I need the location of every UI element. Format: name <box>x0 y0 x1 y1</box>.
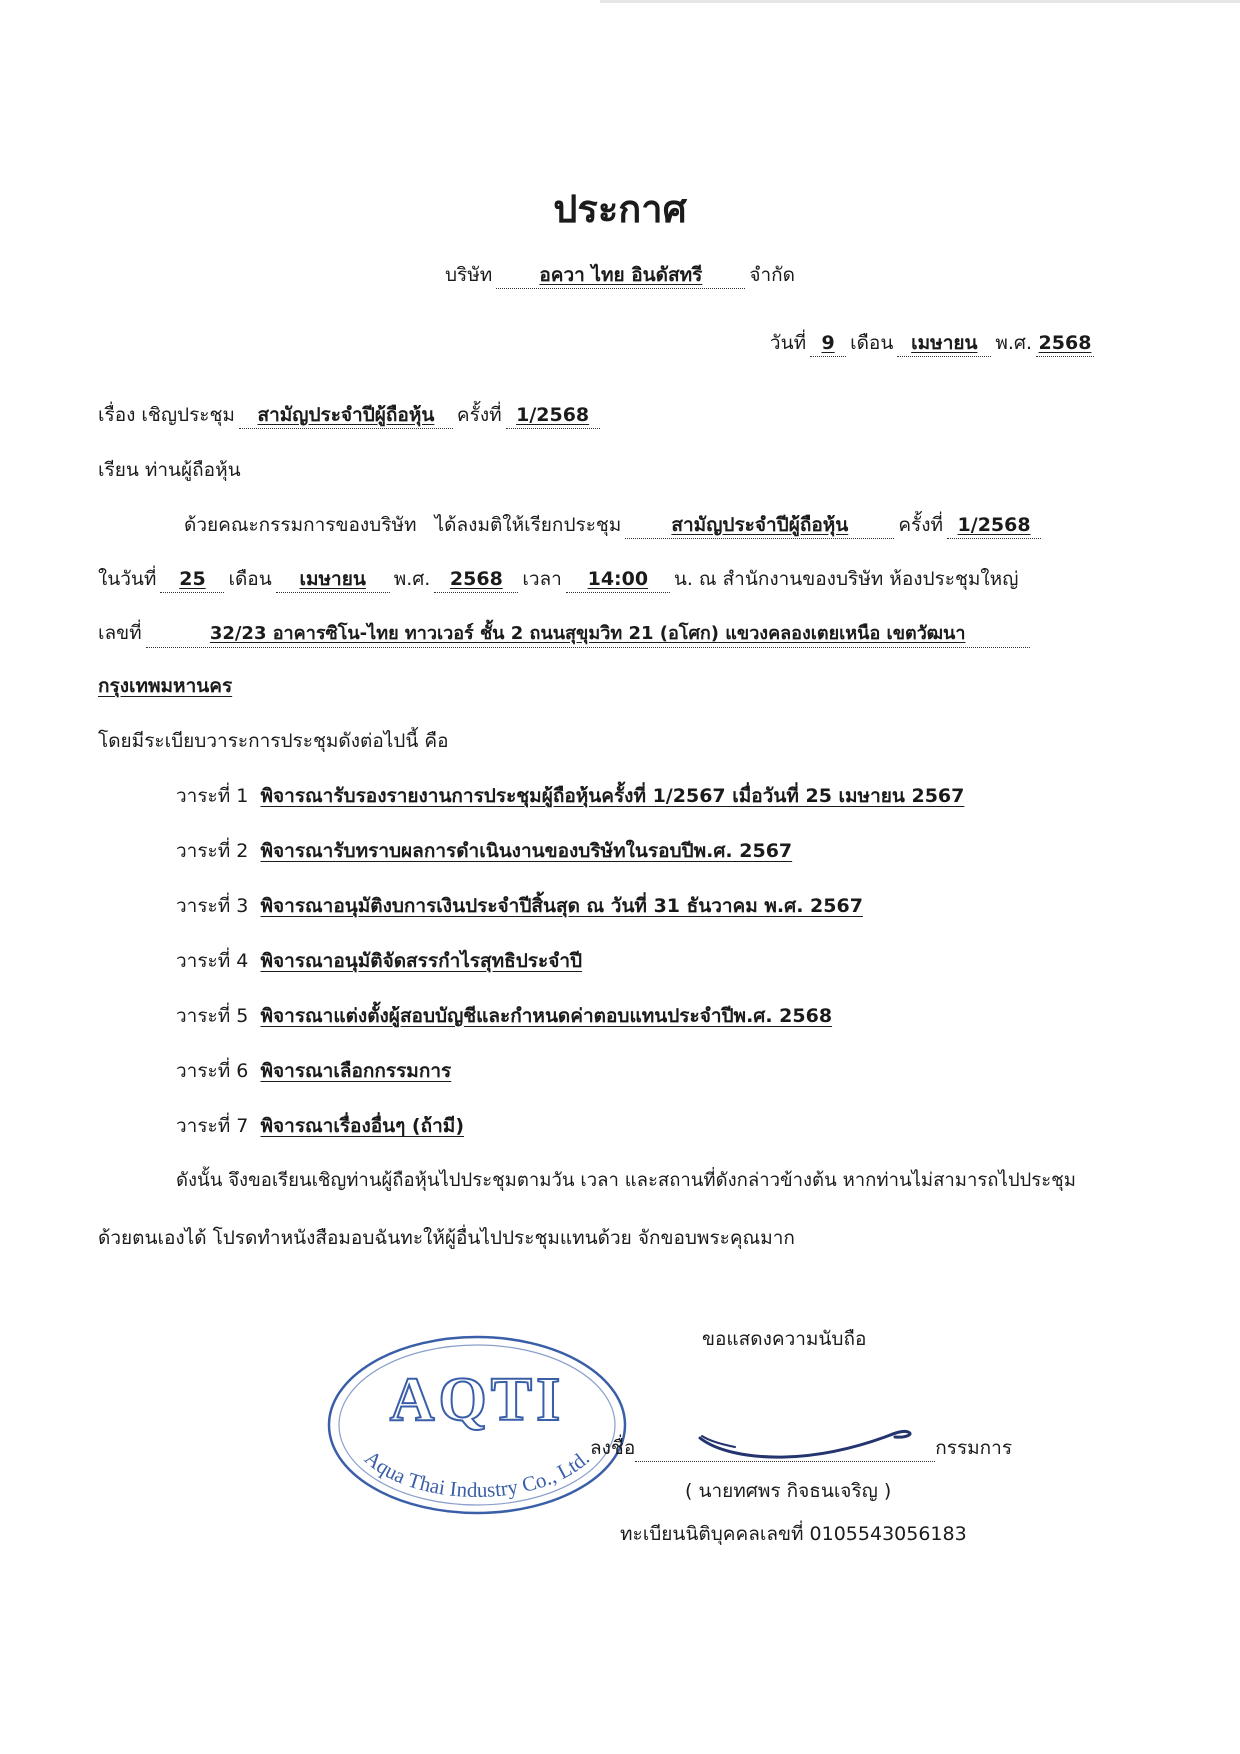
agenda-item-3 <box>176 893 863 919</box>
date-year-label: พ.ศ. <box>995 332 1032 354</box>
body-time-label: เวลา <box>522 568 562 590</box>
company-suffix: จำกัด <box>749 264 795 286</box>
agenda-text: พิจารณาอนุมัติจัดสรรกำไรสุทธิประจำปี <box>260 950 583 972</box>
agenda-item-1 <box>176 783 964 809</box>
closing-line-2: ด้วยตนเองได้ โปรดทำหนังสือมอบฉันทะให้ผู้อื่นไปประชุมแทนด้วย จักขอบพระคุณมาก <box>98 1227 795 1249</box>
body-day: 25 <box>160 566 224 593</box>
company-line <box>0 262 1240 289</box>
sign-label: ลงชื่อ <box>590 1437 636 1459</box>
subject-no-label: ครั้งที่ <box>456 404 502 426</box>
agenda-item-2 <box>176 838 792 864</box>
body-no: 1/2568 <box>947 512 1041 539</box>
agenda-text: พิจารณาเลือกกรรมการ <box>260 1060 452 1082</box>
agenda-label: วาระที่ 4 <box>176 950 249 972</box>
body-line-1 <box>184 512 1045 539</box>
agenda-label: วาระที่ 7 <box>176 1115 249 1137</box>
agenda-item-4 <box>176 948 582 974</box>
date-month: เมษายน <box>897 330 991 357</box>
subject-label: เรื่อง เชิญประชุม <box>98 404 235 426</box>
company-prefix: บริษัท <box>445 264 493 286</box>
stamp-ring-text: Aqua Thai Industry Co., Ltd. <box>360 1445 595 1503</box>
registration-number: ทะเบียนนิติบุคคลเลขที่ 0105543056183 <box>620 1523 967 1545</box>
date-day-label: วันที่ <box>769 332 807 354</box>
body-meeting: สามัญประจำปีผู้ถือหุ้น <box>625 512 894 539</box>
body-day-label: ในวันที่ <box>98 568 157 590</box>
body-year-label: พ.ศ. <box>393 568 431 590</box>
body-year: 2568 <box>434 566 518 593</box>
agenda-text: พิจารณารับรองรายงานการประชุมผู้ถือหุ้นครั้งที่ 1/2567 เมื่อวันที่ 25 เมษายน 2567 <box>260 785 965 807</box>
agenda-item-7 <box>176 1113 464 1139</box>
agenda-label: วาระที่ 2 <box>176 840 249 862</box>
body-time: 14:00 <box>566 566 670 593</box>
body-address-label: เลขที่ <box>98 622 142 644</box>
sign-role: กรรมการ <box>935 1437 1013 1459</box>
body-month-label: เดือน <box>228 568 272 590</box>
body-line-2 <box>98 566 1018 593</box>
date-year: 2568 <box>1036 330 1094 357</box>
subject-no: 1/2568 <box>506 402 600 429</box>
agenda-text: พิจารณาอนุมัติงบการเงินประจำปีสิ้นสุด ณ วันที่ 31 ธันวาคม พ.ศ. 2567 <box>260 895 863 917</box>
body-month: เมษายน <box>276 566 390 593</box>
subject-meeting: สามัญประจำปีผู้ถือหุ้น <box>239 402 453 429</box>
closing-line-1: ดังนั้น จึงขอเรียนเชิญท่านผู้ถือหุ้นไปประชุมตามวัน เวลา และสถานที่ดังกล่าวข้างต้น หากท่านไม่สามารถไปประชุม <box>176 1170 1076 1191</box>
subject-line <box>98 402 604 429</box>
body-venue: น. ณ สำนักงานของบริษัท ห้องประชุมใหญ่ <box>673 568 1019 590</box>
page-title: ประกาศ <box>553 187 687 231</box>
body-address-city: กรุงเทพมหานคร <box>98 675 233 697</box>
body-board-text: ด้วยคณะกรรมการของบริษัท <box>184 514 417 536</box>
agenda-item-6 <box>176 1058 451 1084</box>
agenda-label: วาระที่ 6 <box>176 1060 249 1082</box>
signer-name: ( นายทศพร กิจธนเจริญ ) <box>685 1480 892 1502</box>
handwritten-signature <box>690 1410 925 1470</box>
agenda-item-5 <box>176 1003 832 1029</box>
body-no-label: ครั้งที่ <box>898 514 944 536</box>
body-address: 32/23 อาคารซิโน-ไทย ทาวเวอร์ ชั้น 2 ถนนสุขุมวิท 21 (อโศก) แขวงคลองเตยเหนือ เขตวัฒนา <box>146 621 1030 648</box>
agenda-text: พิจารณาแต่งตั้งผู้สอบบัญชีและกำหนดค่าตอบแทนประจำปีพ.ศ. 2568 <box>260 1005 833 1027</box>
stamp-logo-text: AQTI <box>389 1366 565 1434</box>
date-line <box>770 330 1098 357</box>
date-day: 9 <box>810 330 846 357</box>
company-name: อควา ไทย อินดัสทรี <box>496 262 745 289</box>
company-stamp <box>325 1330 630 1520</box>
regards: ขอแสดงความนับถือ <box>702 1328 867 1350</box>
agenda-label: วาระที่ 3 <box>176 895 249 917</box>
agenda-intro: โดยมีระเบียบวาระการประชุมดังต่อไปนี้ คือ <box>98 730 449 752</box>
body-line-3 <box>98 620 1034 648</box>
salutation: เรียน ท่านผู้ถือหุ้น <box>98 459 241 481</box>
scan-edge <box>600 0 1240 3</box>
body-resolve-text: ได้ลงมติให้เรียกประชุม <box>434 514 622 536</box>
agenda-text: พิจารณาเรื่องอื่นๆ (ถ้ามี) <box>260 1115 464 1137</box>
agenda-label: วาระที่ 5 <box>176 1005 249 1027</box>
date-month-label: เดือน <box>850 332 894 354</box>
agenda-text: พิจารณารับทราบผลการดำเนินงานของบริษัทในรอบปีพ.ศ. 2567 <box>260 840 793 862</box>
agenda-label: วาระที่ 1 <box>176 785 249 807</box>
